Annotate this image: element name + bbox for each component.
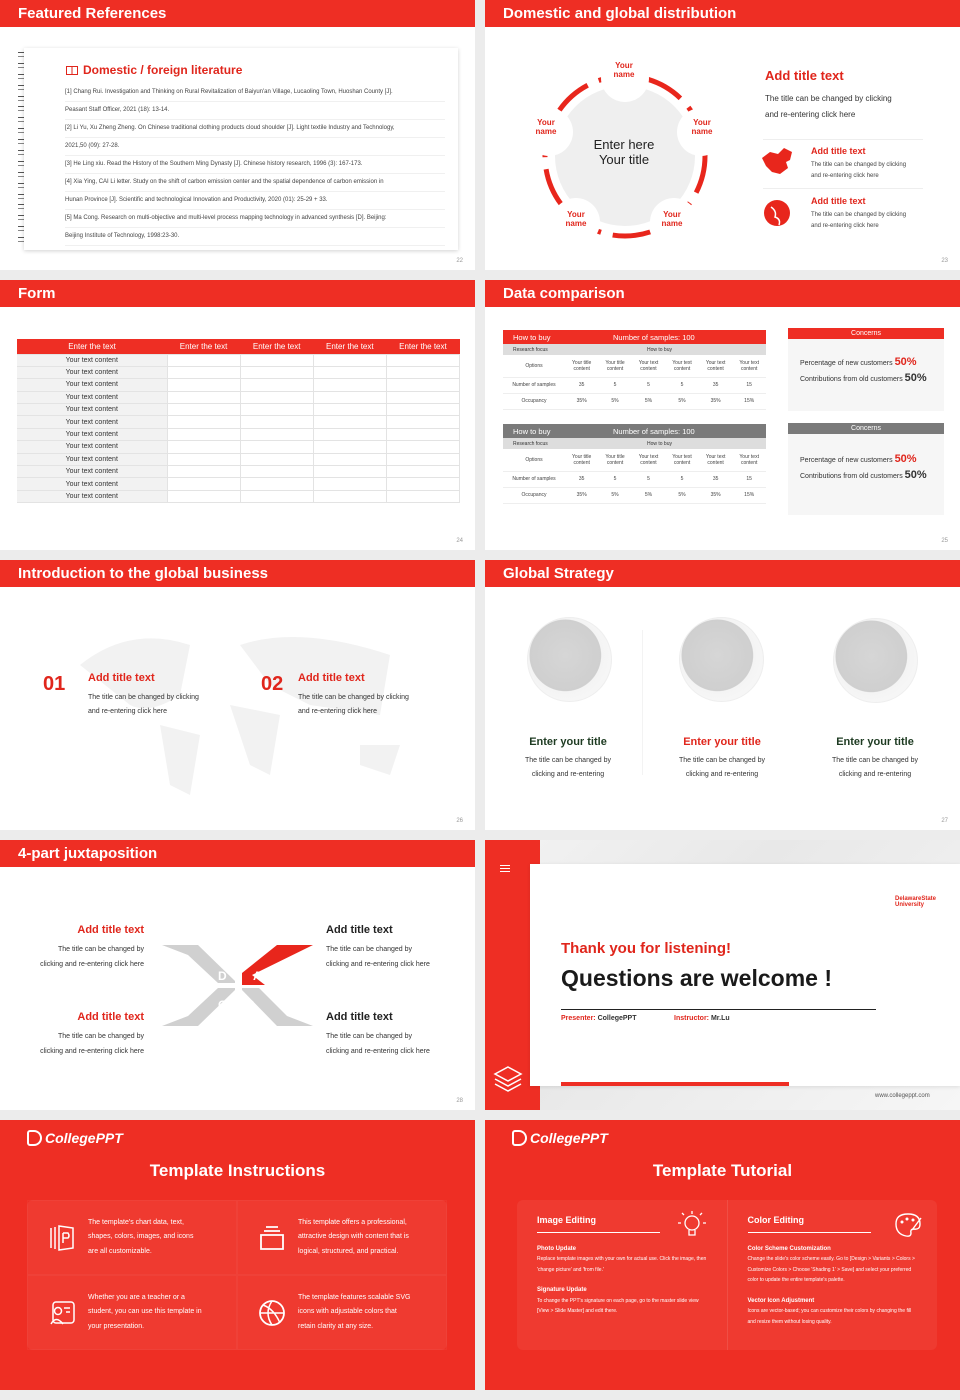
- table-cell: Your title content: [565, 449, 598, 471]
- section-heading: Domestic / foreign literature: [66, 63, 242, 77]
- globe-icon: [833, 618, 918, 703]
- book-icon: [66, 66, 78, 75]
- table-cell[interactable]: [167, 453, 240, 465]
- instruction-cell: Whether you are a teacher or a student, you can use this template in your presentation.: [27, 1275, 237, 1350]
- slide-title: Form: [0, 280, 475, 307]
- table-cell: Your text content: [699, 355, 733, 377]
- table-cell[interactable]: [386, 366, 459, 378]
- row-label: Your text content: [17, 354, 167, 366]
- table-cell[interactable]: [240, 428, 313, 440]
- table-cell[interactable]: [386, 428, 459, 440]
- reference-line: [3] He Ling xiu. Read the History of the Southern Ming Dynasty [J]. Chinese history research, 1996 (3): 167-173.: [65, 156, 445, 174]
- globe-icon: [763, 197, 795, 229]
- table-cell: 5: [598, 471, 631, 487]
- concerns-card: Concerns Percentage of new customers 50% Contributions from old customers 50%: [788, 423, 944, 515]
- page-number: 25: [941, 538, 948, 544]
- website-link[interactable]: www.collegeppt.com: [875, 1093, 930, 1099]
- table-cell: 35: [565, 471, 598, 487]
- table-cell[interactable]: [386, 354, 459, 366]
- table-cell[interactable]: [313, 366, 386, 378]
- column-header: Enter the text: [167, 339, 240, 354]
- reference-line: 2021,50 (09): 27-28.: [65, 138, 445, 156]
- quadrant-title-c: Add title text: [77, 1011, 144, 1023]
- table-cell: 5: [665, 471, 699, 487]
- svg-text:A: A: [253, 969, 262, 983]
- table-row: [17, 354, 460, 366]
- row-label: Your text content: [17, 391, 167, 403]
- table-cell: 5: [665, 377, 699, 393]
- page-number: 23: [941, 258, 948, 264]
- table-cell: 5: [598, 377, 631, 393]
- table-cell: 35%: [699, 487, 733, 503]
- palette-icon: [894, 1212, 922, 1238]
- row-label: Your text content: [17, 453, 167, 465]
- instruction-cell: This template offers a professional, attractive design with content that is logical, structured, and practical.: [237, 1200, 447, 1275]
- table-row: [503, 393, 766, 409]
- row-label: Your text content: [17, 428, 167, 440]
- table-row: [17, 466, 460, 478]
- table-row: [503, 355, 766, 377]
- table-cell[interactable]: [313, 490, 386, 502]
- table-cell: 5%: [632, 487, 666, 503]
- table-row: [17, 428, 460, 440]
- quadrant-title-b: Add title text: [326, 1011, 393, 1023]
- reference-list: [65, 84, 445, 246]
- svg-text:D: D: [218, 969, 227, 983]
- item-title: Add title text: [298, 672, 365, 684]
- lightbulb-icon: [677, 1210, 707, 1240]
- row-label: Your text content: [17, 478, 167, 490]
- table-cell: 15%: [732, 393, 766, 409]
- page-number: 26: [456, 818, 463, 824]
- table-cell[interactable]: [167, 416, 240, 428]
- collegeppt-logo: CollegePPT: [512, 1130, 608, 1146]
- table-cell[interactable]: [167, 391, 240, 403]
- table-cell[interactable]: [167, 478, 240, 490]
- table-cell[interactable]: [167, 441, 240, 453]
- tutorial-column-color: Color Editing Color Scheme Customization Change the slide's color scheme easily. Go to [Design > Variants > Colors > Customize Colors > Choose 'Shading 1' > Save] and select your preferred color to update the entire template's palette. Vector Icon Adjustment Icons are vector-based; you can customize their colors by changing the fill and resize them without losing quality.: [728, 1200, 938, 1350]
- table-cell: Your text content: [632, 355, 666, 377]
- table-row: [503, 471, 766, 487]
- table-cell[interactable]: [313, 466, 386, 478]
- reference-line: [5] Ma Cong. Research on multi-objective and multi-level process mapping technology in advanced synthesis [D]. Beijing:: [65, 210, 445, 228]
- center-title[interactable]: Enter here Your title: [593, 137, 655, 167]
- quadrant-title-a: Add title text: [326, 924, 393, 936]
- table-cell[interactable]: [386, 379, 459, 391]
- table-cell: 35%: [565, 487, 598, 503]
- table-cell: 5: [632, 377, 666, 393]
- table-row: [17, 490, 460, 502]
- table-cell[interactable]: [313, 404, 386, 416]
- table-cell: 35: [699, 377, 733, 393]
- page-number: 22: [456, 258, 463, 264]
- table-cell: Your text content: [632, 449, 666, 471]
- instructions-panel: [27, 1200, 447, 1350]
- main-description: The title can be changed by clicking and re-entering click here: [765, 94, 892, 119]
- table-cell[interactable]: [240, 379, 313, 391]
- reference-line: [1] Chang Rui. Investigation and Thinking on Rural Revitalization of Baiyun'an Village, Lucaoling Town, Huoshan County [J].: [65, 84, 445, 102]
- item-title: Add title text: [88, 672, 155, 684]
- table-cell[interactable]: [386, 416, 459, 428]
- table-cell[interactable]: [386, 441, 459, 453]
- table-cell[interactable]: [240, 466, 313, 478]
- table-cell: 5: [632, 471, 666, 487]
- quadrant-title-d: Add title text: [77, 924, 144, 936]
- table-cell: Your text content: [732, 355, 766, 377]
- collegeppt-logo: CollegePPT: [27, 1130, 123, 1146]
- table-cell[interactable]: [386, 478, 459, 490]
- ring-label: Your name: [691, 118, 713, 136]
- column-heading: Image Editing: [537, 1215, 660, 1233]
- column-description: The title can be changed by clicking and re-entering: [524, 757, 611, 778]
- table-cell[interactable]: [240, 354, 313, 366]
- page-number: 28: [456, 1098, 463, 1104]
- row-label: Your text content: [17, 366, 167, 378]
- basketball-icon: [258, 1299, 286, 1327]
- slide-4-part-juxtaposition[interactable]: [0, 840, 475, 1110]
- table-cell[interactable]: [313, 416, 386, 428]
- logo-mark-icon: [512, 1130, 527, 1146]
- svg-text:C: C: [218, 998, 227, 1012]
- table-cell: 15%: [732, 487, 766, 503]
- table-cell: Options: [503, 355, 565, 377]
- slide-title: Featured References: [0, 0, 475, 27]
- layers-window-icon: [258, 1224, 286, 1252]
- table-cell[interactable]: [386, 453, 459, 465]
- slide-title: Global Strategy: [485, 560, 960, 587]
- table-cell[interactable]: [386, 490, 459, 502]
- reference-line: [4] Xia Ying, CAI Li letter. Study on the shift of carbon emission center and the spatial dependence of carbon emission in: [65, 174, 445, 192]
- table-cell[interactable]: [313, 441, 386, 453]
- table-cell[interactable]: [313, 478, 386, 490]
- table-cell[interactable]: [240, 441, 313, 453]
- slide-form[interactable]: [0, 280, 475, 550]
- accent-bar: [561, 1082, 789, 1086]
- slide-title: 4-part juxtaposition: [0, 840, 475, 867]
- table-cell: 5%: [632, 393, 666, 409]
- ring-label: Your name: [613, 61, 635, 79]
- table-cell: 15: [732, 471, 766, 487]
- teacher-board-icon: [48, 1299, 76, 1327]
- table-row: [503, 449, 766, 471]
- quadrant-description: The title can be changed by clicking and re-entering click here: [326, 946, 430, 968]
- column-description: The title can be changed by clicking and re-entering: [831, 757, 918, 778]
- instruction-cell: The template's chart data, text, shapes, colors, images, and icons are all customizable.: [27, 1200, 237, 1275]
- table-cell[interactable]: [240, 453, 313, 465]
- column-header: Enter the text: [240, 339, 313, 354]
- table-cell: 5%: [598, 393, 631, 409]
- row-label: Your text content: [17, 441, 167, 453]
- row-label: Your text content: [17, 490, 167, 502]
- table-cell[interactable]: [386, 391, 459, 403]
- item-description: The title can be changed by clicking and re-entering click here: [811, 162, 907, 179]
- item-number: 01: [43, 673, 66, 695]
- table-cell: Occupancy: [503, 393, 565, 409]
- column-description: The title can be changed by clicking and re-entering: [678, 757, 765, 778]
- menu-icon[interactable]: [500, 865, 510, 872]
- table-cell[interactable]: [386, 466, 459, 478]
- item-number: 02: [261, 673, 284, 695]
- four-arrow-diagram: [160, 943, 315, 1028]
- quadrant-description: The title can be changed by clicking and re-entering click here: [40, 1033, 144, 1055]
- table-row: [17, 366, 460, 378]
- table-row: [17, 478, 460, 490]
- table-cell[interactable]: [313, 379, 386, 391]
- table-cell[interactable]: [240, 478, 313, 490]
- slide-title: Template Tutorial: [652, 1161, 793, 1180]
- ring-label: Your name: [661, 210, 683, 228]
- svg-text:B: B: [246, 998, 255, 1012]
- item-description: The title can be changed by clicking and re-entering click here: [811, 212, 907, 229]
- table-row: [17, 416, 460, 428]
- slide-thank-you[interactable]: [485, 840, 960, 1110]
- instructor-info: Instructor: Mr.Lu: [674, 1015, 730, 1022]
- table-cell[interactable]: [167, 490, 240, 502]
- table-cell: 5%: [598, 487, 631, 503]
- thank-you-heading: Thank you for listening!: [561, 940, 732, 957]
- quadrant-description: The title can be changed by clicking and re-entering click here: [40, 946, 144, 968]
- comparison-table: How to buy Number of samples: 100 Research focus How to buy Options Your title content Your title content Your text content Your text content Your text content Your text content Number of samples 35 5 5 5 35 15 Occupancy 35% 5% 5% 5% 35% 15%: [503, 424, 766, 504]
- slide-title: Introduction to the global business: [0, 560, 475, 587]
- table-cell[interactable]: [240, 404, 313, 416]
- table-cell[interactable]: [313, 391, 386, 403]
- slide-title: Template Instructions: [149, 1161, 326, 1180]
- table-cell: Occupancy: [503, 487, 565, 503]
- table-cell[interactable]: [240, 490, 313, 502]
- table-cell: 35%: [565, 393, 598, 409]
- powerpoint-icon: [48, 1224, 76, 1252]
- slide-featured-references[interactable]: [0, 0, 475, 270]
- table-cell: 35: [565, 377, 598, 393]
- table-cell: 35: [699, 471, 733, 487]
- page-number: 27: [941, 818, 948, 824]
- form-table: [17, 339, 460, 503]
- slide-title: Domestic and global distribution: [485, 0, 960, 27]
- globe-icon: [527, 617, 612, 702]
- table-cell[interactable]: [240, 391, 313, 403]
- table-cell[interactable]: [167, 379, 240, 391]
- table-row: [503, 487, 766, 503]
- reference-line: Hunan Province [J]. Scientific and technological Innovation and Productivity, 2020 (01): 25-29 + 33.: [65, 192, 445, 210]
- column-title: Enter your title: [836, 736, 914, 748]
- slide-template-instructions[interactable]: [0, 1120, 475, 1390]
- slide-distribution[interactable]: [485, 0, 960, 270]
- table-cell: Options: [503, 449, 565, 471]
- item-description: The title can be changed by clicking and re-entering click here: [88, 694, 199, 715]
- questions-heading: Questions are welcome !: [561, 965, 832, 991]
- column-header: Enter the text: [313, 339, 386, 354]
- university-logo: DelawareState University: [895, 896, 937, 908]
- column-heading: Color Editing: [748, 1215, 871, 1233]
- layers-icon: [493, 1065, 523, 1093]
- table-cell: Your text content: [665, 449, 699, 471]
- table-cell[interactable]: [313, 453, 386, 465]
- table-cell: Number of samples: [503, 377, 565, 393]
- table-cell[interactable]: [167, 354, 240, 366]
- table-cell: 15: [732, 377, 766, 393]
- table-cell[interactable]: [386, 404, 459, 416]
- column-title: Enter your title: [683, 736, 761, 748]
- table-cell: 5%: [665, 487, 699, 503]
- table-row: [17, 404, 460, 416]
- china-map-icon: [760, 146, 795, 178]
- table-row: [17, 391, 460, 403]
- table-row: [503, 377, 766, 393]
- table-cell: Your text content: [699, 449, 733, 471]
- item-title: Add title text: [811, 146, 866, 156]
- table-row: [17, 441, 460, 453]
- column-header: Enter the text: [17, 339, 167, 354]
- table-cell[interactable]: [240, 416, 313, 428]
- table-cell[interactable]: [313, 428, 386, 440]
- table-row: [17, 453, 460, 465]
- column-title: Enter your title: [529, 736, 607, 748]
- comparison-table: How to buy Number of samples: 100 Research focus How to buy Options Your title content Your title content Your text content Your text content Your text content Your text content Number of samples 35 5 5 5 35 15 Occupancy 35% 5% 5% 5% 35% 15%: [503, 330, 766, 410]
- table-cell[interactable]: [167, 404, 240, 416]
- table-cell[interactable]: [167, 428, 240, 440]
- main-title: Add title text: [765, 68, 844, 83]
- row-label: Your text content: [17, 466, 167, 478]
- row-label: Your text content: [17, 404, 167, 416]
- ring-label: Your name: [565, 210, 587, 228]
- tutorial-panel: [517, 1200, 937, 1350]
- row-label: Your text content: [17, 416, 167, 428]
- slide-template-tutorial[interactable]: [485, 1120, 960, 1390]
- concerns-card: Concerns Percentage of new customers 50% Contributions from old customers 50%: [788, 328, 944, 411]
- table-cell: Your title content: [598, 355, 631, 377]
- page-number: 24: [456, 538, 463, 544]
- column-header: Enter the text: [386, 339, 459, 354]
- table-cell: Your text content: [732, 449, 766, 471]
- table-cell[interactable]: [167, 366, 240, 378]
- table-cell[interactable]: [167, 466, 240, 478]
- table-row: [17, 379, 460, 391]
- ring-label: Your name: [535, 118, 557, 136]
- slide-global-business[interactable]: [0, 560, 475, 830]
- slide-title: Data comparison: [485, 280, 960, 307]
- table-cell: 5%: [665, 393, 699, 409]
- table-cell[interactable]: [313, 354, 386, 366]
- reference-line: Beijing Institute of Technology, 1998:23-30.: [65, 228, 445, 246]
- tutorial-column-image: Image Editing Photo Update Replace template images with your own for actual use. Click the image, then 'change picture' and 'from file.' Signature Update To change the PPT's signature on each page, go to the master slide view [View > Slide Master] and edit there.: [517, 1200, 728, 1350]
- item-description: The title can be changed by clicking and re-entering click here: [298, 694, 409, 715]
- table-cell: 35%: [699, 393, 733, 409]
- reference-line: [2] Li Yu, Xu Zheng Zheng. On Chinese traditional clothing products cloud shoulder [J]. Light textile Industry and Technology,: [65, 120, 445, 138]
- table-cell: Number of samples: [503, 471, 565, 487]
- table-cell[interactable]: [240, 366, 313, 378]
- slide-global-strategy[interactable]: [485, 560, 960, 830]
- instruction-cell: The template features scalable SVG icons with adjustable colors that retain clarity at any size.: [237, 1275, 447, 1350]
- slide-data-comparison[interactable]: [485, 280, 960, 550]
- table-cell: Your title content: [598, 449, 631, 471]
- reference-line: Peasant Staff Officer, 2021 (18): 13-14.: [65, 102, 445, 120]
- item-title: Add title text: [811, 196, 866, 206]
- row-label: Your text content: [17, 379, 167, 391]
- logo-mark-icon: [27, 1130, 42, 1146]
- table-cell: Your title content: [565, 355, 598, 377]
- table-cell: Your text content: [665, 355, 699, 377]
- quadrant-description: The title can be changed by clicking and re-entering click here: [326, 1033, 430, 1055]
- presenter-info: Presenter: CollegePPT: [561, 1015, 637, 1022]
- globe-icon: [679, 617, 764, 702]
